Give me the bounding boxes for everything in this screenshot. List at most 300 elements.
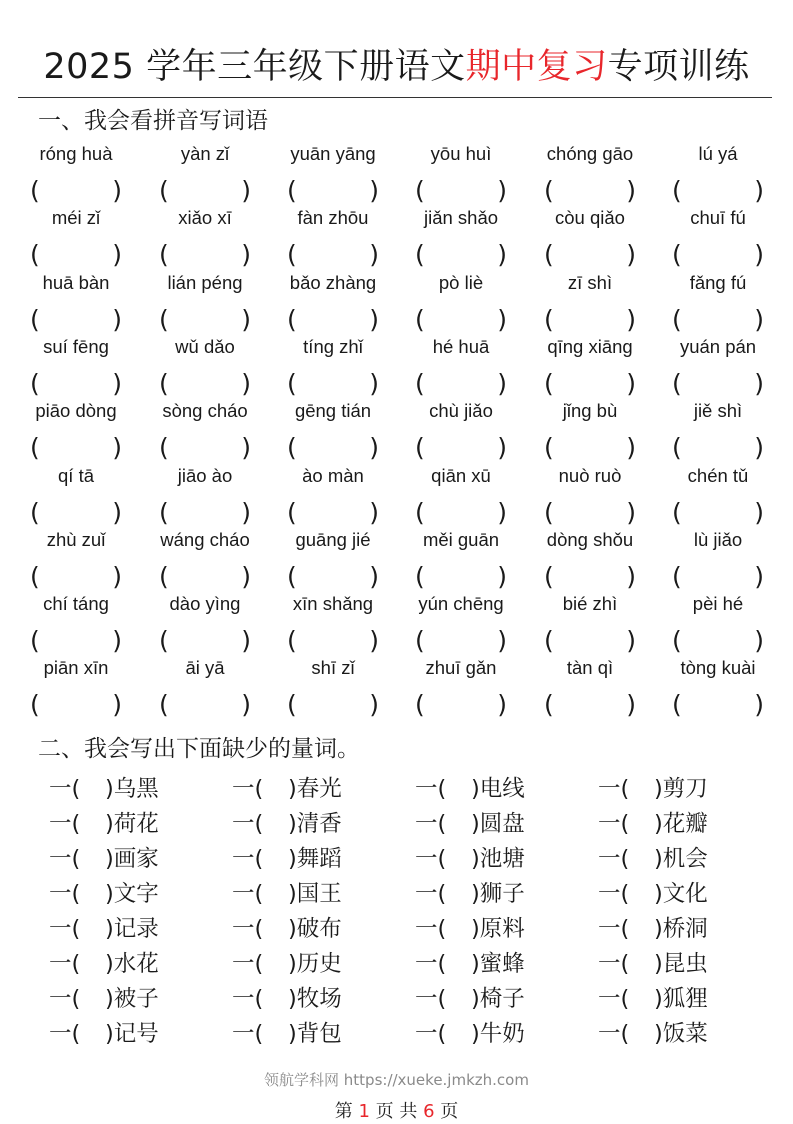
- measure-word-item[interactable]: [415, 984, 525, 1014]
- noun-word: 荷花: [113, 811, 159, 837]
- close-bracket: ): [754, 497, 764, 527]
- measure-word-blank: 一(: [415, 776, 447, 802]
- answer-blank[interactable]: [159, 304, 251, 336]
- close-bracket: ): [112, 304, 122, 334]
- close-paren: ): [105, 811, 114, 837]
- answer-blank[interactable]: [159, 689, 251, 721]
- answer-blank[interactable]: [30, 304, 122, 336]
- measure-word-blank: 一(: [415, 881, 447, 907]
- open-bracket: (: [287, 561, 297, 591]
- pinyin-label: yún chēng: [418, 593, 504, 615]
- pinyin-label: chù jiǎo: [429, 400, 493, 422]
- pinyin-label: lù jiǎo: [693, 528, 743, 550]
- pinyin-label: jiǎn shǎo: [423, 207, 499, 229]
- measure-word-item[interactable]: [415, 844, 525, 874]
- answer-blank[interactable]: [159, 561, 251, 593]
- pinyin-label: lián péng: [167, 271, 243, 293]
- measure-word-blank: 一(: [49, 881, 81, 907]
- measure-word-item[interactable]: [232, 984, 342, 1014]
- close-bracket: ): [112, 368, 122, 398]
- open-bracket: (: [415, 690, 425, 720]
- close-bracket: ): [754, 368, 764, 398]
- measure-word-item[interactable]: [415, 949, 525, 979]
- measure-word-item[interactable]: [232, 949, 342, 979]
- close-paren: ): [105, 951, 114, 977]
- open-bracket: (: [287, 176, 297, 205]
- close-bracket: ): [369, 497, 379, 527]
- measure-word-item[interactable]: [49, 949, 159, 979]
- close-bracket: ): [754, 433, 764, 463]
- current-page: 1: [358, 1101, 370, 1122]
- open-bracket: (: [544, 690, 554, 720]
- measure-word-item[interactable]: [415, 1019, 525, 1049]
- measure-word-blank: 一(: [598, 811, 630, 837]
- measure-word-blank: 一(: [49, 986, 81, 1012]
- answer-blank[interactable]: [159, 432, 251, 464]
- answer-blank[interactable]: [30, 368, 122, 400]
- close-paren: ): [654, 1021, 663, 1047]
- close-paren: ): [288, 986, 297, 1012]
- pinyin-label: tòng kuài: [680, 657, 756, 679]
- noun-word: 牛奶: [479, 1021, 525, 1047]
- open-bracket: (: [287, 368, 297, 398]
- close-bracket: ): [754, 626, 764, 656]
- noun-word: 桥洞: [662, 916, 708, 942]
- close-bracket: ): [369, 626, 379, 656]
- answer-blank[interactable]: [415, 368, 507, 400]
- measure-word-blank: 一(: [598, 846, 630, 872]
- answer-blank[interactable]: [672, 304, 764, 336]
- open-bracket: (: [672, 690, 682, 720]
- open-bracket: (: [287, 240, 297, 270]
- open-bracket: (: [159, 176, 169, 205]
- close-paren: ): [654, 916, 663, 942]
- measure-word-item[interactable]: [49, 1019, 159, 1049]
- measure-word-blank: 一(: [415, 916, 447, 942]
- close-bracket: ): [241, 368, 251, 398]
- pinyin-label: qīng xiāng: [547, 335, 633, 357]
- answer-blank[interactable]: [544, 368, 636, 400]
- measure-word-item[interactable]: [232, 1019, 342, 1049]
- measure-word-item[interactable]: [598, 844, 708, 874]
- measure-word-item[interactable]: [232, 879, 342, 909]
- close-paren: ): [288, 1021, 297, 1047]
- open-bracket: (: [287, 690, 297, 720]
- noun-word: 池塘: [479, 846, 525, 872]
- measure-word-blank: 一(: [49, 776, 81, 802]
- noun-word: 画家: [113, 846, 159, 872]
- answer-blank[interactable]: [544, 239, 636, 271]
- open-bracket: (: [415, 561, 425, 591]
- pinyin-label: zī shì: [567, 271, 613, 293]
- close-bracket: ): [369, 561, 379, 591]
- open-bracket: (: [287, 497, 297, 527]
- open-bracket: (: [544, 368, 554, 398]
- noun-word: 记录: [113, 916, 159, 942]
- measure-word-item[interactable]: [49, 774, 159, 804]
- pinyin-label: yōu huì: [430, 143, 492, 164]
- answer-blank[interactable]: [544, 175, 636, 207]
- measure-word-item[interactable]: [49, 914, 159, 944]
- noun-word: 牧场: [296, 986, 342, 1012]
- close-bracket: ): [626, 433, 636, 463]
- close-bracket: ): [112, 561, 122, 591]
- answer-blank[interactable]: [415, 625, 507, 657]
- open-bracket: (: [415, 240, 425, 270]
- open-bracket: (: [415, 368, 425, 398]
- noun-word: 春光: [296, 776, 342, 802]
- pinyin-label: bǎo zhàng: [289, 271, 377, 293]
- noun-word: 破布: [296, 916, 342, 942]
- answer-blank[interactable]: [672, 625, 764, 657]
- pinyin-label: pò liè: [438, 271, 484, 293]
- measure-word-blank: 一(: [232, 1021, 264, 1047]
- close-paren: ): [654, 846, 663, 872]
- answer-blank[interactable]: [672, 432, 764, 464]
- open-bracket: (: [544, 304, 554, 334]
- measure-word-blank: 一(: [232, 846, 264, 872]
- pinyin-label: dào yìng: [169, 593, 241, 615]
- measure-word-blank: 一(: [49, 916, 81, 942]
- measure-word-item[interactable]: [232, 809, 342, 839]
- measure-word-blank: 一(: [232, 986, 264, 1012]
- answer-blank[interactable]: [287, 625, 379, 657]
- measure-word-item[interactable]: [598, 1019, 708, 1049]
- close-paren: ): [288, 811, 297, 837]
- measure-word-item[interactable]: [415, 879, 525, 909]
- measure-word-blank: 一(: [415, 986, 447, 1012]
- measure-word-blank: 一(: [49, 951, 81, 977]
- pinyin-label: fàn zhōu: [297, 207, 369, 229]
- close-paren: ): [105, 986, 114, 1012]
- measure-word-item[interactable]: [232, 844, 342, 874]
- open-bracket: (: [159, 626, 169, 656]
- answer-blank[interactable]: [30, 561, 122, 593]
- pinyin-label: piān xīn: [43, 657, 109, 679]
- close-bracket: ): [241, 561, 251, 591]
- open-bracket: (: [672, 497, 682, 527]
- close-paren: ): [288, 776, 297, 802]
- measure-word-item[interactable]: [598, 949, 708, 979]
- measure-word-item[interactable]: [49, 879, 159, 909]
- measure-word-blank: 一(: [49, 1021, 81, 1047]
- measure-word-item[interactable]: [598, 879, 708, 909]
- close-paren: ): [654, 881, 663, 907]
- pinyin-label: jiāo ào: [177, 464, 233, 486]
- open-bracket: (: [415, 497, 425, 527]
- noun-word: 文化: [662, 881, 708, 907]
- answer-blank[interactable]: [30, 497, 122, 529]
- open-bracket: (: [672, 176, 682, 205]
- close-bracket: ): [112, 433, 122, 463]
- measure-word-item[interactable]: [49, 809, 159, 839]
- pinyin-label: qiān xū: [431, 464, 491, 486]
- section1-heading: 一、我会看拼音写词语: [38, 108, 268, 134]
- measure-word-blank: 一(: [49, 846, 81, 872]
- answer-blank[interactable]: [287, 497, 379, 529]
- measure-word-blank: 一(: [232, 811, 264, 837]
- pinyin-label: xīn shǎng: [292, 593, 374, 615]
- answer-blank[interactable]: [672, 561, 764, 593]
- answer-blank[interactable]: [672, 497, 764, 529]
- title-part1: 2025 学年三年级下册语文: [43, 47, 466, 87]
- answer-blank[interactable]: [30, 175, 122, 207]
- title-highlight: 期中复习: [465, 47, 608, 87]
- answer-blank[interactable]: [544, 561, 636, 593]
- measure-word-item[interactable]: [415, 809, 525, 839]
- close-bracket: ): [497, 304, 507, 334]
- close-paren: ): [105, 916, 114, 942]
- answer-blank[interactable]: [30, 625, 122, 657]
- measure-word-blank: 一(: [598, 881, 630, 907]
- close-bracket: ): [626, 240, 636, 270]
- close-bracket: ): [754, 176, 764, 205]
- measure-word-blank: 一(: [49, 811, 81, 837]
- answer-blank[interactable]: [30, 689, 122, 721]
- pinyin-label: chén tǔ: [687, 464, 749, 486]
- close-paren: ): [471, 811, 480, 837]
- open-bracket: (: [672, 240, 682, 270]
- pinyin-label: jǐng bù: [562, 400, 618, 422]
- noun-word: 昆虫: [662, 951, 708, 977]
- close-paren: ): [471, 881, 480, 907]
- pinyin-label: shī zǐ: [311, 657, 355, 679]
- open-bracket: (: [30, 304, 40, 334]
- pinyin-label: chóng gāo: [546, 143, 634, 164]
- measure-word-blank: 一(: [232, 916, 264, 942]
- measure-word-blank: 一(: [598, 951, 630, 977]
- answer-blank[interactable]: [672, 368, 764, 400]
- pinyin-label: jiě shì: [693, 400, 743, 422]
- close-bracket: ): [241, 433, 251, 463]
- answer-blank[interactable]: [415, 304, 507, 336]
- pinyin-label: nuò ruò: [558, 464, 622, 486]
- answer-blank[interactable]: [415, 175, 507, 207]
- pinyin-label: xiǎo xī: [178, 207, 232, 229]
- noun-word: 机会: [662, 846, 708, 872]
- footer-site: 领航学科网 https://xueke.jmkzh.com: [264, 1071, 529, 1089]
- close-paren: ): [288, 846, 297, 872]
- answer-blank[interactable]: [415, 432, 507, 464]
- measure-word-item[interactable]: [598, 774, 708, 804]
- answer-blank[interactable]: [415, 497, 507, 529]
- pinyin-label: chuī fú: [690, 207, 746, 229]
- total-pages: 6: [423, 1101, 435, 1122]
- open-bracket: (: [30, 240, 40, 270]
- answer-blank[interactable]: [415, 689, 507, 721]
- noun-word: 水花: [113, 951, 159, 977]
- answer-blank[interactable]: [415, 239, 507, 271]
- measure-word-item[interactable]: [415, 914, 525, 944]
- pinyin-label: yàn zǐ: [180, 143, 230, 164]
- answer-blank[interactable]: [287, 239, 379, 271]
- open-bracket: (: [544, 626, 554, 656]
- close-bracket: ): [369, 433, 379, 463]
- pinyin-label: měi guān: [422, 528, 500, 550]
- noun-word: 被子: [113, 986, 159, 1012]
- pinyin-label: gēng tián: [294, 400, 372, 422]
- answer-blank[interactable]: [159, 175, 251, 207]
- noun-word: 历史: [296, 951, 342, 977]
- close-bracket: ): [754, 690, 764, 720]
- close-paren: ): [471, 986, 480, 1012]
- open-bracket: (: [30, 433, 40, 463]
- close-bracket: ): [626, 368, 636, 398]
- noun-word: 剪刀: [662, 776, 708, 802]
- noun-word: 舞蹈: [296, 846, 342, 872]
- close-bracket: ): [241, 240, 251, 270]
- close-bracket: ): [241, 690, 251, 720]
- measure-word-item[interactable]: [598, 809, 708, 839]
- answer-blank[interactable]: [544, 625, 636, 657]
- close-bracket: ): [754, 304, 764, 334]
- pinyin-label: zhuī gǎn: [425, 657, 497, 679]
- noun-word: 乌黑: [113, 776, 159, 802]
- answer-blank[interactable]: [544, 497, 636, 529]
- pinyin-label: wáng cháo: [160, 528, 250, 550]
- open-bracket: (: [544, 561, 554, 591]
- measure-word-blank: 一(: [598, 986, 630, 1012]
- noun-word: 文字: [113, 881, 159, 907]
- answer-blank[interactable]: [544, 304, 636, 336]
- answer-blank[interactable]: [415, 561, 507, 593]
- close-paren: ): [654, 811, 663, 837]
- noun-word: 饭菜: [662, 1021, 708, 1047]
- pinyin-label: huā bàn: [42, 271, 110, 293]
- answer-blank[interactable]: [159, 239, 251, 271]
- close-paren: ): [471, 916, 480, 942]
- open-bracket: (: [287, 304, 297, 334]
- close-paren: ): [288, 881, 297, 907]
- close-paren: ): [471, 951, 480, 977]
- pinyin-label: qí tā: [58, 464, 94, 486]
- answer-blank[interactable]: [287, 561, 379, 593]
- measure-word-item[interactable]: [598, 984, 708, 1014]
- answer-blank[interactable]: [287, 368, 379, 400]
- close-bracket: ): [369, 690, 379, 720]
- open-bracket: (: [30, 368, 40, 398]
- close-bracket: ): [497, 368, 507, 398]
- noun-word: 电线: [479, 776, 525, 802]
- pinyin-label: zhù zuǐ: [46, 528, 106, 550]
- answer-blank[interactable]: [159, 625, 251, 657]
- section2-heading: 二、我会写出下面缺少的量词。: [38, 736, 360, 762]
- close-paren: ): [654, 986, 663, 1012]
- measure-word-item[interactable]: [232, 774, 342, 804]
- open-bracket: (: [30, 690, 40, 720]
- close-bracket: ): [369, 240, 379, 270]
- answer-blank[interactable]: [544, 432, 636, 464]
- pinyin-label: pèi hé: [692, 593, 744, 615]
- answer-blank[interactable]: [287, 432, 379, 464]
- pinyin-label: hé huā: [432, 335, 490, 357]
- answer-blank[interactable]: [544, 689, 636, 721]
- close-paren: ): [471, 776, 480, 802]
- pinyin-label: lú yá: [698, 143, 738, 164]
- pinyin-label: suí fēng: [43, 335, 109, 357]
- pinyin-label: dòng shǒu: [546, 528, 634, 550]
- close-bracket: ): [497, 561, 507, 591]
- title-part2: 专项训练: [607, 47, 750, 87]
- close-paren: ): [471, 846, 480, 872]
- noun-word: 国王: [296, 881, 342, 907]
- pinyin-label: tíng zhǐ: [303, 335, 363, 357]
- noun-word: 狮子: [479, 881, 525, 907]
- answer-blank[interactable]: [30, 432, 122, 464]
- measure-word-item[interactable]: [415, 774, 525, 804]
- page-title: [0, 42, 793, 92]
- close-bracket: ): [112, 626, 122, 656]
- open-bracket: (: [415, 626, 425, 656]
- measure-word-blank: 一(: [232, 881, 264, 907]
- open-bracket: (: [159, 304, 169, 334]
- answer-blank[interactable]: [287, 304, 379, 336]
- close-bracket: ): [497, 690, 507, 720]
- measure-word-item[interactable]: [49, 844, 159, 874]
- close-bracket: ): [112, 690, 122, 720]
- open-bracket: (: [30, 561, 40, 591]
- close-bracket: ): [369, 176, 379, 205]
- close-bracket: ): [241, 497, 251, 527]
- open-bracket: (: [159, 561, 169, 591]
- close-paren: ): [471, 1021, 480, 1047]
- measure-word-item[interactable]: [232, 914, 342, 944]
- pinyin-label: tàn qì: [566, 657, 614, 679]
- answer-blank[interactable]: [672, 689, 764, 721]
- close-paren: ): [105, 1021, 114, 1047]
- answer-blank[interactable]: [159, 368, 251, 400]
- measure-word-blank: 一(: [598, 916, 630, 942]
- answer-blank[interactable]: [672, 239, 764, 271]
- answer-blank[interactable]: [672, 175, 764, 207]
- pinyin-label: méi zǐ: [51, 207, 101, 229]
- pinyin-label: āi yā: [185, 657, 225, 679]
- answer-blank[interactable]: [159, 497, 251, 529]
- close-bracket: ): [241, 304, 251, 334]
- answer-blank[interactable]: [287, 689, 379, 721]
- open-bracket: (: [415, 176, 425, 205]
- measure-word-item[interactable]: [49, 984, 159, 1014]
- measure-word-blank: 一(: [232, 776, 264, 802]
- close-paren: ): [105, 846, 114, 872]
- noun-word: 记号: [113, 1021, 159, 1047]
- pinyin-label: guāng jié: [295, 528, 371, 550]
- title-underline: [18, 97, 772, 98]
- pinyin-label: ào màn: [302, 464, 364, 486]
- open-bracket: (: [672, 561, 682, 591]
- measure-word-blank: 一(: [598, 776, 630, 802]
- close-bracket: ): [626, 176, 636, 205]
- open-bracket: (: [159, 368, 169, 398]
- open-bracket: (: [159, 240, 169, 270]
- open-bracket: (: [415, 433, 425, 463]
- measure-word-blank: 一(: [598, 1021, 630, 1047]
- pinyin-label: fǎng fú: [689, 271, 747, 293]
- measure-word-item[interactable]: [598, 914, 708, 944]
- open-bracket: (: [30, 176, 40, 205]
- pinyin-label: piāo dòng: [35, 400, 117, 422]
- open-bracket: (: [544, 176, 554, 205]
- answer-blank[interactable]: [287, 175, 379, 207]
- open-bracket: (: [30, 497, 40, 527]
- pinyin-label: sòng cháo: [162, 400, 248, 422]
- open-bracket: (: [672, 433, 682, 463]
- noun-word: 花瓣: [662, 811, 708, 837]
- page-number: 第 1 页 共 6 页: [334, 1101, 459, 1122]
- close-paren: ): [654, 776, 663, 802]
- answer-blank[interactable]: [30, 239, 122, 271]
- close-bracket: ): [497, 433, 507, 463]
